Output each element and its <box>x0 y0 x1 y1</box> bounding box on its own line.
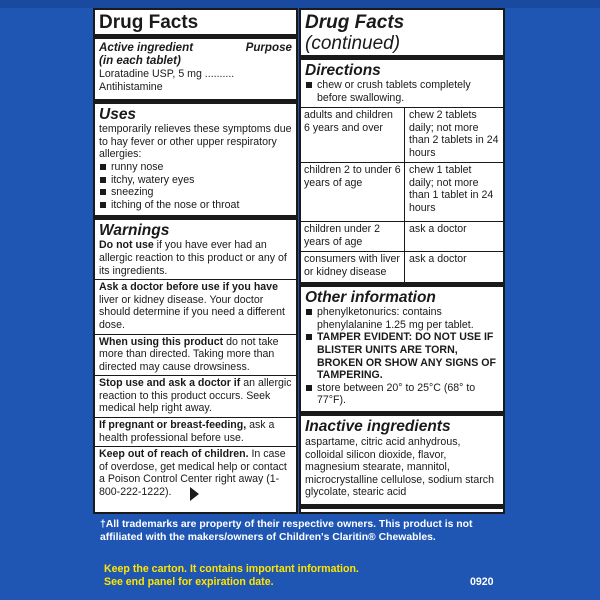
directions-table <box>301 107 503 282</box>
active-ingredient-header <box>95 39 296 54</box>
trademark-note: †All trademarks are property of their respective owners. This product is not affiliated with the makers/owners of Children's Claritin® Chewables. <box>100 519 473 543</box>
bullet-icon <box>100 202 106 208</box>
bullet-icon <box>100 189 106 195</box>
drug-facts-title: Drug Facts <box>99 12 199 33</box>
drug-facts-continued-title: Drug Facts (continued) <box>305 12 405 54</box>
uses-title: Uses <box>99 106 137 124</box>
bullet-icon <box>306 82 312 88</box>
table-row: children 2 to under 6 years of age chew 1 tablet daily; not more than 1 tablet in 24 hours <box>301 163 503 222</box>
questions-title <box>305 511 390 514</box>
warning-block: Do not use if you have ever had an allergic reaction to this product or any of its ingredients. <box>99 239 287 277</box>
warnings-title: Warnings <box>99 222 170 240</box>
bullet-icon <box>306 385 312 391</box>
carton-top-edge <box>0 0 600 8</box>
table-row: consumers with liver or kidney disease ask a doctor <box>301 252 503 282</box>
warning-block: Keep out of reach of children. In case of overdose, get medical help or contact a Poison Control Center right away (1-800-222-1222). <box>99 448 287 499</box>
list-item: TAMPER EVIDENT: DO NOT USE IF BLISTER UNITS ARE TORN, BROKEN OR SHOW ANY SIGNS OF TAMPERING. <box>305 331 499 381</box>
uses-intro: temporarily relieves these symptoms due to hay fever or other upper respiratory allergies: <box>99 123 292 161</box>
list-item: runny nose <box>99 161 292 174</box>
continue-arrow-icon <box>190 487 199 501</box>
table-row: children under 2 years of age ask a doctor <box>301 222 503 252</box>
bullet-icon <box>100 164 106 170</box>
list-item: itching of the nose or throat <box>99 199 292 212</box>
lot-code: 0920 <box>470 576 494 588</box>
list-item: store between 20° to 25°C (68° to 77°F). <box>305 382 499 407</box>
other-information-list <box>301 306 503 411</box>
directions-intro: chew or crush tablets completely before swallowing. <box>301 79 503 107</box>
warning-block: Stop use and ask a doctor if an allergic reaction to this product occurs. Seek medical help right away. <box>99 377 292 415</box>
ingredient-line: Loratadine USP, 5 mg .......... Antihistamine <box>99 68 235 93</box>
other-information-title: Other information <box>305 289 436 307</box>
directions-title: Directions <box>305 62 381 79</box>
active-ingredient-sub: (in each tablet) <box>99 54 181 67</box>
warning-block: When using this product do not take more than directed. Taking more than directed may cause drowsiness. <box>99 335 279 373</box>
list-item: phenylketonurics: contains phenylalanine 1.25 mg per tablet. <box>305 306 499 331</box>
inactive-ingredients-title: Inactive ingredients <box>305 417 451 435</box>
bullet-icon <box>100 177 106 183</box>
bullet-icon <box>306 309 312 315</box>
drug-facts-left-panel <box>93 8 298 514</box>
drug-facts-right-panel <box>299 8 505 514</box>
list-item: itchy, watery eyes <box>99 174 292 187</box>
bullet-icon <box>306 334 312 340</box>
warning-block: If pregnant or breast-feeding, ask a health professional before use. <box>99 419 275 444</box>
inactive-ingredients-text: aspartame, citric acid anhydrous, colloidal silicon dioxide, flavor, magnesium stearate, mannitol, microcrystalline cellulose, sodium starch glycolate, stearic acid <box>305 435 494 499</box>
questions-block <box>301 509 503 514</box>
list-item: sneezing <box>99 186 292 199</box>
keep-carton-note: Keep the carton. It contains important information. See end panel for expiration date. <box>104 563 359 588</box>
table-row: adults and children 6 years and over chew 2 tablets daily; not more than 2 tablets in 24 hours <box>301 108 503 163</box>
active-ingredient-label: Active ingredient <box>99 41 194 54</box>
purpose-label: Purpose <box>245 41 292 54</box>
warning-block: Ask a doctor before use if you have liver or kidney disease. Your doctor should determine if you need a different dose. <box>99 281 285 331</box>
uses-list <box>95 161 296 215</box>
